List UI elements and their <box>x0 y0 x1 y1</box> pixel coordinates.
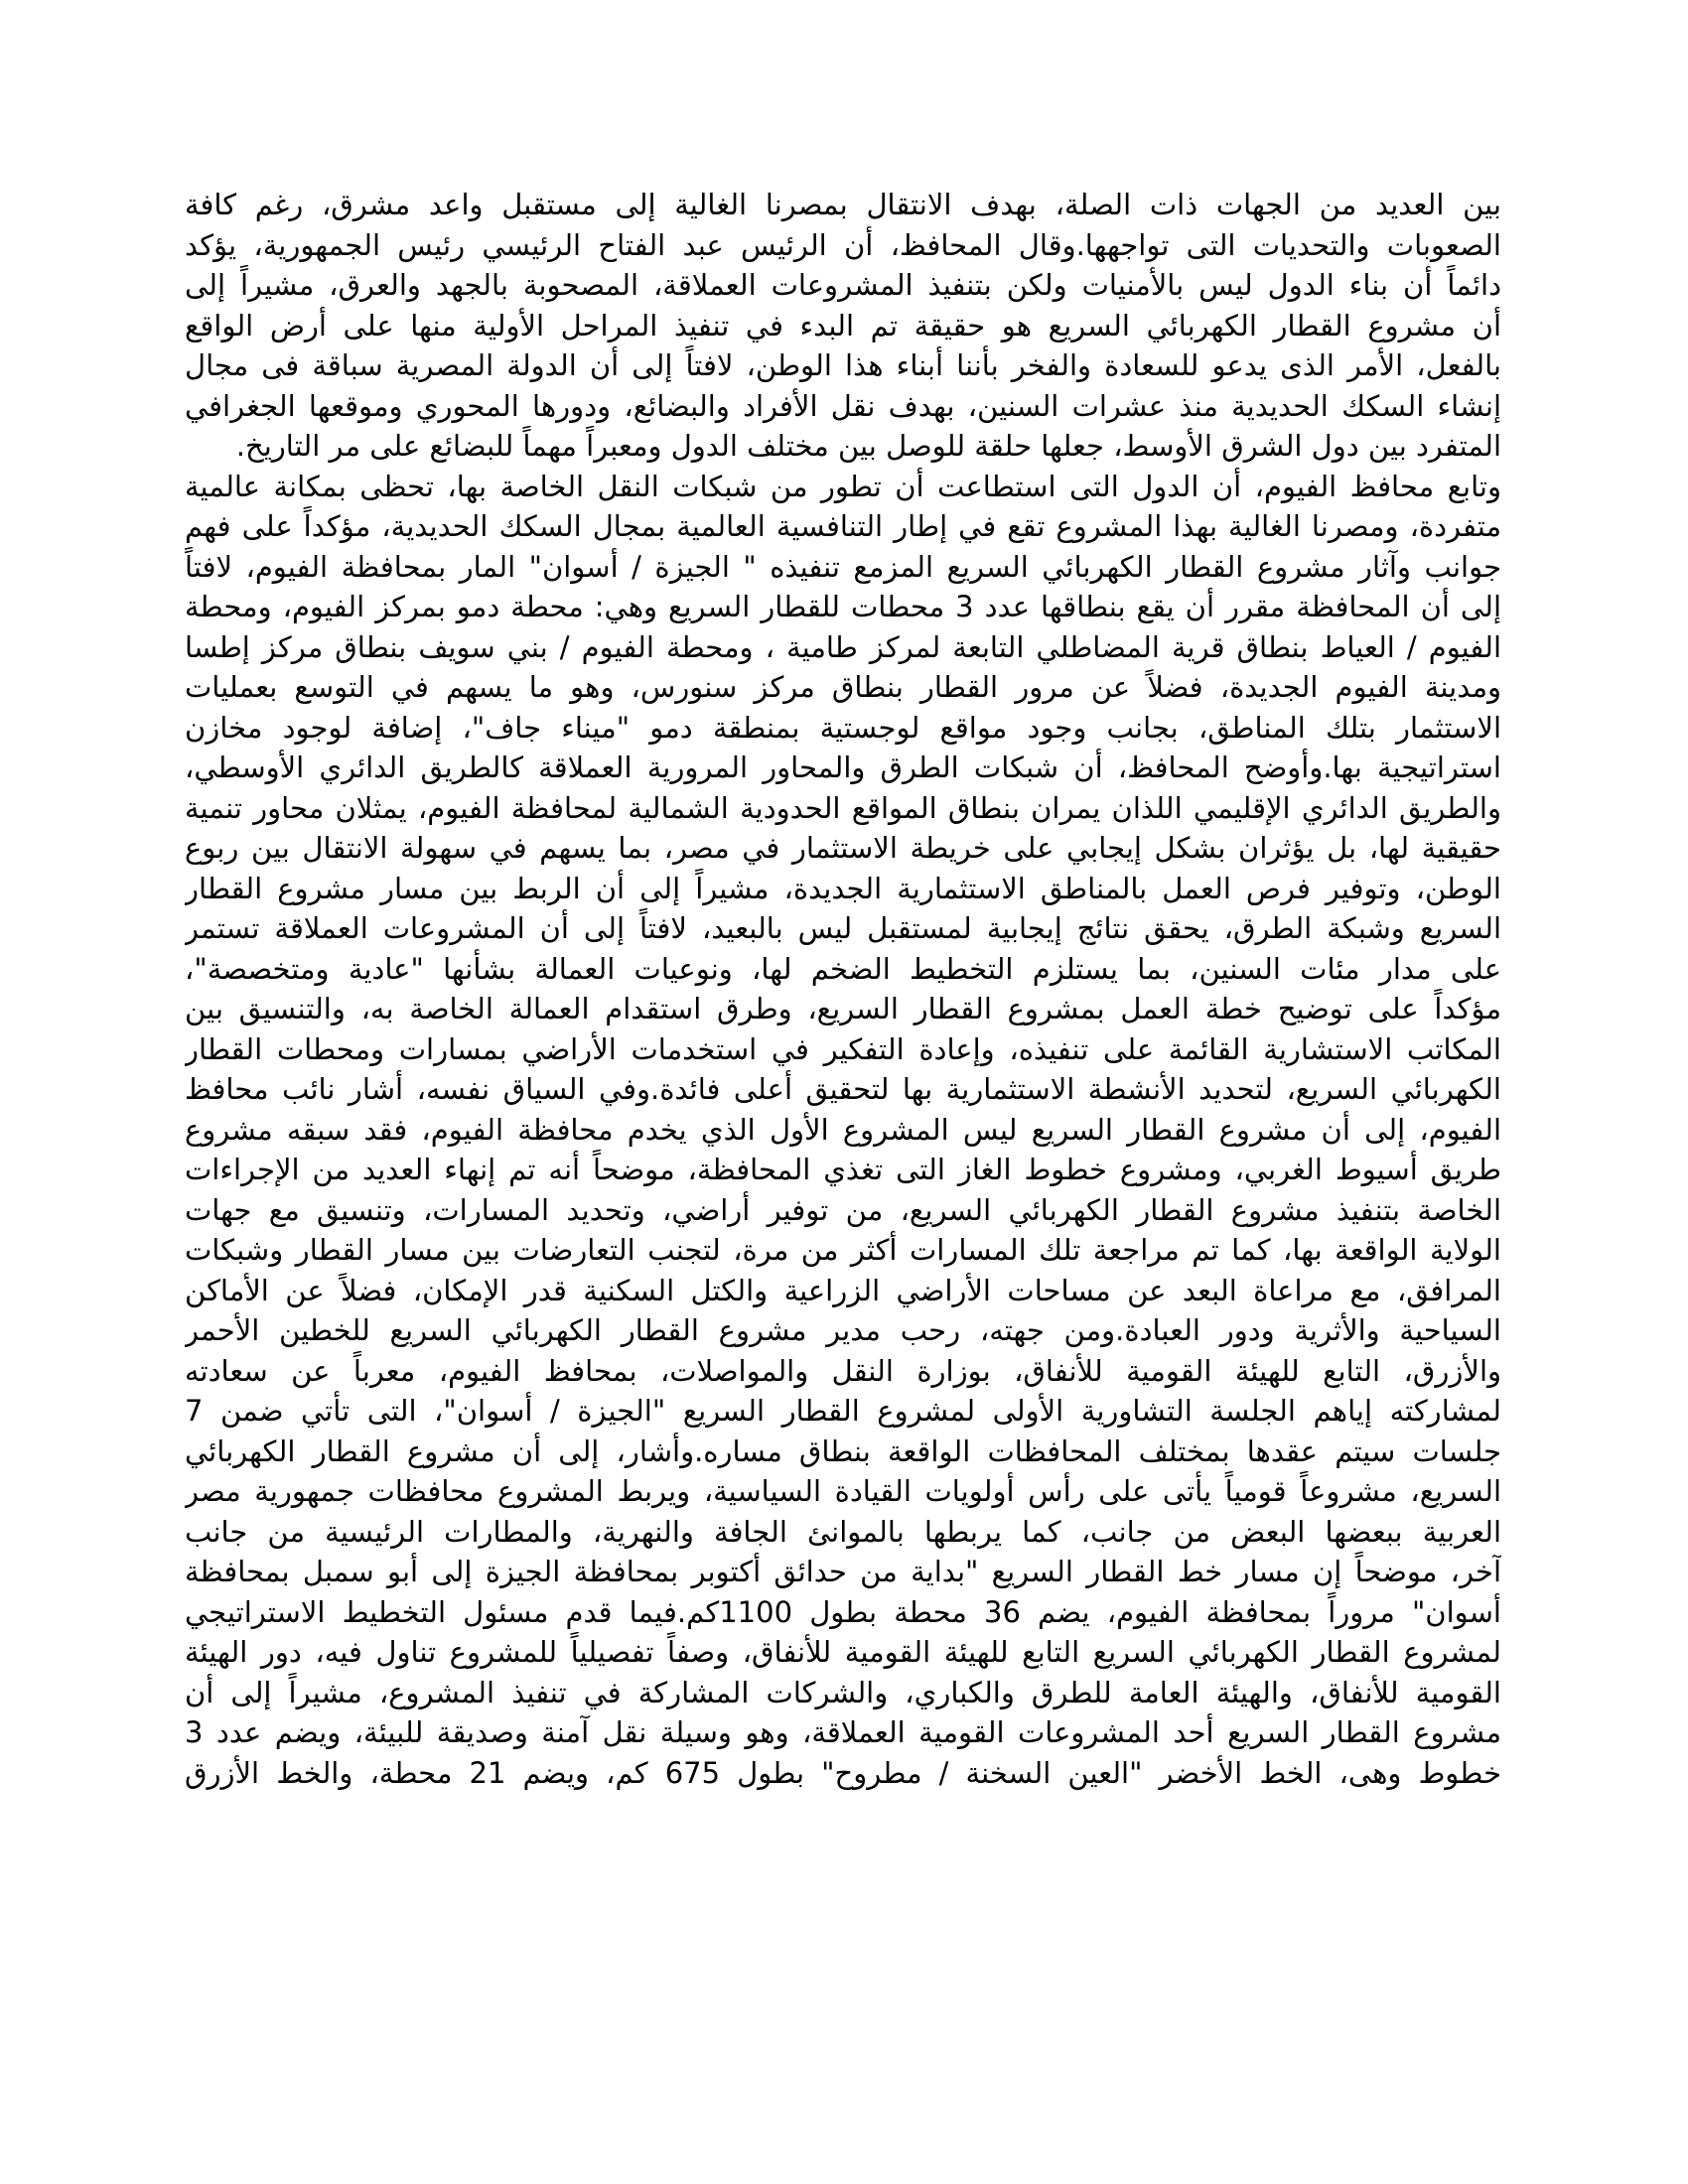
text-line: بالفعل، الأمر الذى يدعو للسعادة والفخر بأننا أبناء هذا الوطن، لافتاً إلى أن الدولة المصرية سباقة فى مجال <box>185 348 1501 382</box>
text-line: الكهربائي السريع، لتحديد الأنشطة الاستثمارية بها لتحقيق أعلى فائدة.وفي السياق نفسه، أشار نائب محافظ <box>185 1072 1501 1106</box>
text-line: جوانب وآثار مشروع القطار الكهربائي السريع المزمع تنفيذه " الجيزة / أسوان" المار بمحافظة الفيوم، لافتاً <box>185 549 1501 584</box>
text-line: الصعوبات والتحديات التى تواجهها.وقال المحافظ، أن الرئيس عبد الفتاح الرئيسي رئيس الجمهورية، يؤكد <box>185 227 1501 262</box>
text-line: الوطن، وتوفير فرص العمل بالمناطق الاستثمارية الجديدة، مشيراً إلى أن الربط بين مسار مشروع القطار <box>185 871 1501 905</box>
text-line: حقيقية لها، بل يؤثران بشكل إيجابي على خريطة الاستثمار في مصر، بما يسهم في سهولة الانتقال بين ربوع <box>185 831 1501 865</box>
text-line: الاستثمار بتلك المناطق، بجانب وجود مواقع لوجستية بمنطقة دمو "ميناء جاف"، إضافة لوجود مخازن <box>185 710 1501 745</box>
text-line: دائماً أن بناء الدول ليس بالأمنيات ولكن بتنفيذ المشروعات العملاقة، المصحوبة بالجهد والعرق، مشيراً إلى <box>185 268 1501 302</box>
text-line: استراتيجية بها.وأوضح المحافظ، أن شبكات الطرق والمحاور المرورية العملاقة كالطريق الدائري الأوسطي، <box>185 751 1501 784</box>
text-line: وتابع محافظ الفيوم، أن الدول التى استطاعت أن تطور من شبكات النقل الخاصة بها، تحظى بمكانة عالمية <box>185 469 1501 503</box>
text-line: لمشروع القطار الكهربائي السريع التابع للهيئة القومية للأنفاق، وصفاً تفصيلياً للمشروع تناول فيه، دور الهيئة <box>185 1635 1501 1669</box>
text-line: بين العديد من الجهات ذات الصلة، بهدف الانتقال بمصرنا الغالية إلى مستقبل واعد مشرق، رغم كافة <box>185 188 1501 221</box>
text-line: الفيوم / العياط بنطاق قرية المضاطلي التابعة لمركز طامية ، ومحطة الفيوم / بني سويف بنطاق مركز إطسا <box>185 629 1501 664</box>
text-line: أن مشروع القطار الكهربائي السريع هو حقيقة تم البدء في تنفيذ المراحل الأولية منها على أرض الواقع <box>185 308 1501 342</box>
text-line: طريق أسيوط الغربي، ومشروع خطوط الغاز التى تغذي المحافظة، موضحاً أنه تم إنهاء العديد من الإجراءات <box>185 1153 1501 1186</box>
text-line: مشروع القطار السريع أحد المشروعات القومية العملاقة، وهو وسيلة نقل آمنة وصديقة للبيئة، ويضم عدد 3 <box>185 1715 1501 1749</box>
text-line: متفردة، ومصرنا الغالية بهذا المشروع تقع في إطار التنافسية العالمية بمجال السكك الحديدية، مؤكداً على فهم <box>185 509 1501 543</box>
text-line: الولاية الواقعة بها، كما تم مراجعة تلك المسارات أكثر من مرة، لتجنب التعارضات بين مسار القطار وشبكات <box>185 1233 1501 1267</box>
text-line: والأزرق، التابع للهيئة القومية للأنفاق، بوزارة النقل والمواصلات، بمحافظ الفيوم، معرباً عن سعادته <box>185 1353 1501 1388</box>
text-line: على مدار مئات السنين، بما يستلزم التخطيط الضخم لها، ونوعيات العمالة بشأنها "عادية ومتخصصة"، <box>185 951 1501 986</box>
text-line: إنشاء السكك الحديدية منذ عشرات السنين، بهدف نقل الأفراد والبضائع، ودورها المحوري وموقعها الجغرافي <box>185 388 1501 423</box>
text-line: السياحية والأثرية ودور العبادة.ومن جهته، رحب مدير مشروع القطار الكهربائي السريع للخطين الأحمر <box>185 1313 1501 1347</box>
text-line: المتفرد بين دول الشرق الأوسط، جعلها حلقة للوصل بين مختلف الدول ومعبراً مهماً للبضائع على مر التاريخ. <box>235 429 1501 463</box>
text-line: المرافق، مع مراعاة البعد عن مساحات الأراضي الزراعية والكتل السكنية قدر الإمكان، فضلاً عن الأماكن <box>185 1273 1501 1307</box>
text-line: السريع، مشروعاً قومياً يأتى على رأس أولويات القيادة السياسية، ويربط المشروع محافظات جمهورية مصر <box>185 1474 1501 1508</box>
text-line: السريع وشبكة الطرق، يحقق نتائج إيجابية لمستقبل ليس بالبعيد، لافتاً إلى أن المشروعات العملاقة تستمر <box>185 911 1501 945</box>
text-line: ومدينة الفيوم الجديدة، فضلاً عن مرور القطار بنطاق مركز سنورس، وهو ما يسهم في التوسع بعمليات <box>185 670 1501 704</box>
text-line: القومية للأنفاق، والهيئة العامة للطرق والكباري، والشركات المشاركة في تنفيذ المشروع، مشيراً إلى أن <box>185 1675 1501 1709</box>
text-line: العربية ببعضها البعض من جانب، كما يربطها بالموانئ الجافة والنهرية، والمطارات الرئيسية من جانب <box>185 1514 1501 1549</box>
text-line: المكاتب الاستشارية القائمة على تنفيذه، وإعادة التفكير في استخدمات الأراضي بمسارات ومحطات القطار <box>185 1031 1501 1066</box>
document-body <box>185 185 1501 1793</box>
text-line: مؤكداً على توضيح خطة العمل بمشروع القطار السريع، وطرق استقدام العمالة الخاصة به، والتنسيق بين <box>185 992 1501 1025</box>
text-line: آخر، موضحاً إن مسار خط القطار السريع "بداية من حدائق أكتوبر بمحافظة الجيزة إلى أبو سمبل بمحافظة <box>185 1555 1501 1588</box>
text-line: أسوان" مروراً بمحافظة الفيوم، يضم 36 محطة بطول 1100كم.فيما قدم مسئول التخطيط الاستراتيجي <box>185 1594 1501 1629</box>
text-line: لمشاركته إياهم الجلسة التشاورية الأولى لمشروع القطار السريع "الجيزة / أسوان"، التى تأتي ضمن 7 <box>185 1394 1501 1428</box>
text-line: إلى أن المحافظة مقرر أن يقع بنطاقها عدد 3 محطات للقطار السريع وهي: محطة دمو بمركز الفيوم، ومحطة <box>185 590 1501 623</box>
text-line: الفيوم، إلى أن مشروع القطار السريع ليس المشروع الأول الذي يخدم محافظة الفيوم، فقد سبقه مشروع <box>185 1112 1501 1147</box>
text-line: الخاصة بتنفيذ مشروع القطار الكهربائي السريع، من توفير أراضي، وتحديد المسارات، وتنسيق مع جهات <box>185 1192 1501 1227</box>
text-line: والطريق الدائري الإقليمي اللذان يمران بنطاق المواقع الحدودية الشمالية لمحافظة الفيوم، يمثلان محاور تنمية <box>185 790 1501 825</box>
text-line: جلسات سيتم عقدها بمختلف المحافظات الواقعة بنطاق مساره.وأشار، إلى أن مشروع القطار الكهربائي <box>185 1433 1501 1468</box>
text-line: خطوط وهى، الخط الأخضر "العين السخنة / مطروح" بطول 675 كم، ويضم 21 محطة، والخط الأزرق <box>185 1755 1501 1790</box>
